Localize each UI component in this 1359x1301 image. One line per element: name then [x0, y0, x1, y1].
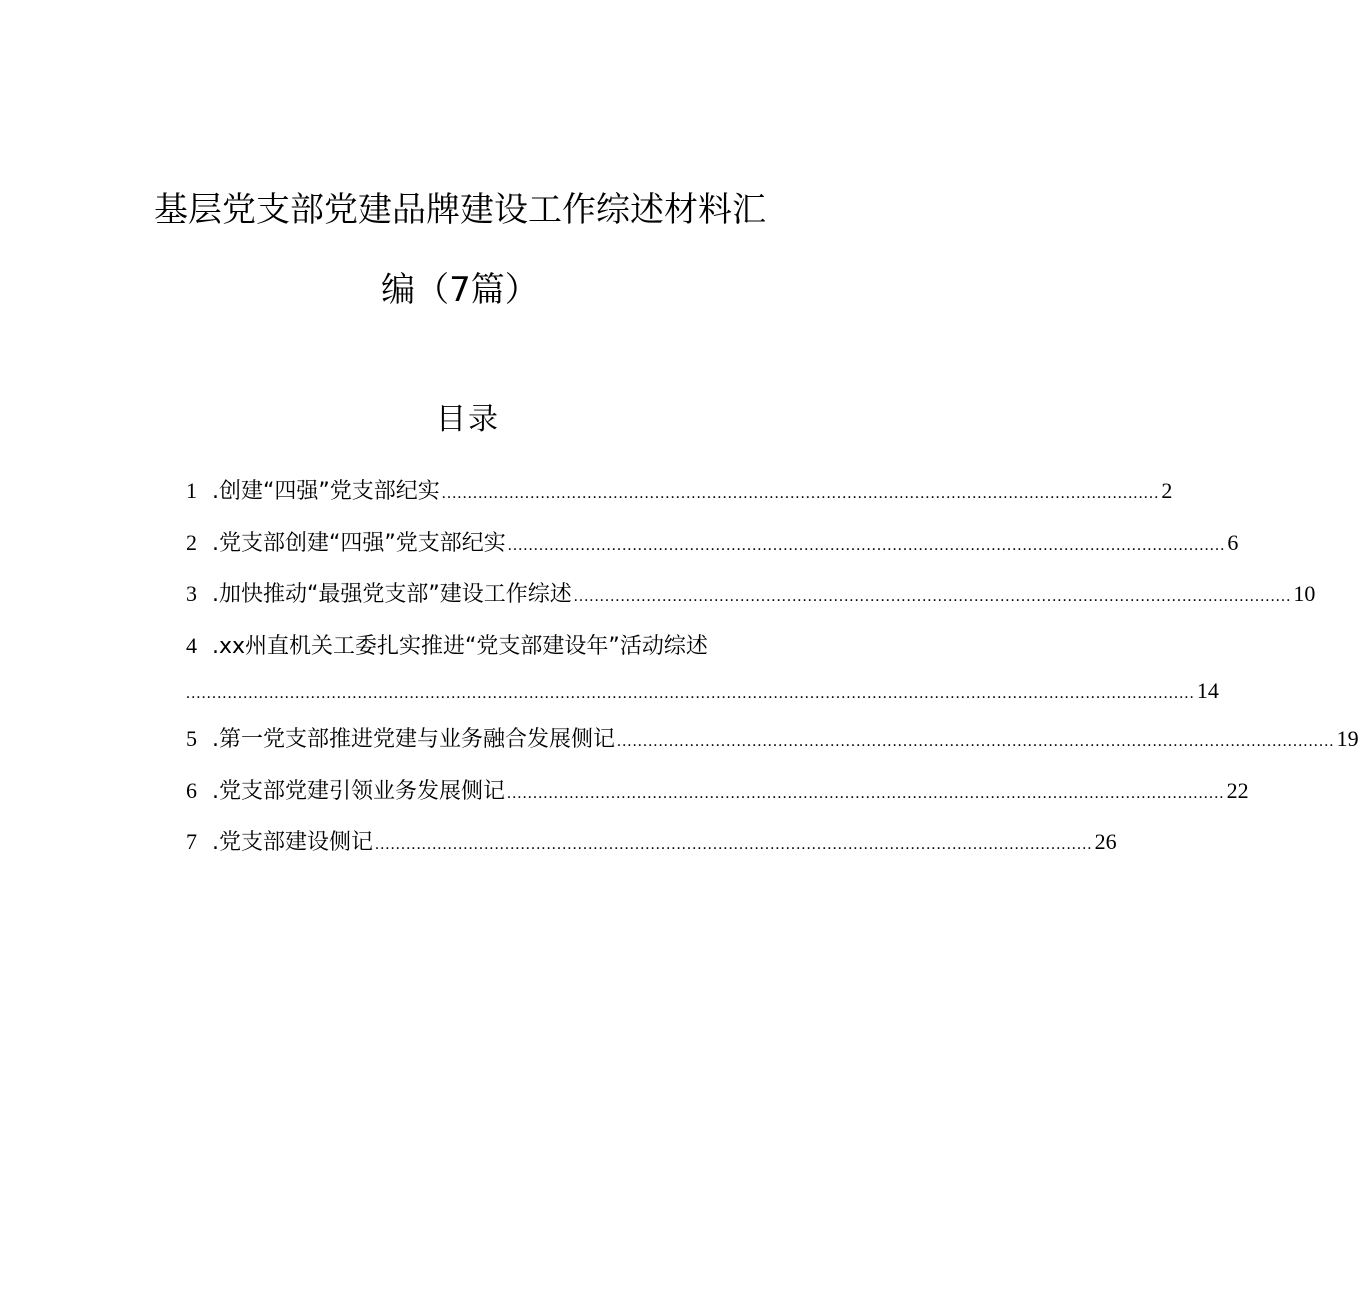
toc-item-title: .党支部党建引领业务发展侧记 [212, 779, 505, 804]
toc-item-page: 10 [1293, 581, 1316, 606]
toc-dot-leader: .......................................................................................................................................... [507, 785, 1225, 802]
toc-item-3[interactable] [186, 579, 1316, 609]
toc-item-page: 14 [1196, 678, 1219, 703]
toc-item-page: 2 [1161, 478, 1173, 503]
toc-item-6[interactable] [186, 776, 1249, 806]
toc-dot-leader: .......................................................................................................................................... [507, 537, 1226, 554]
toc-item-title: .创建“四强”党支部纪实 [212, 479, 440, 504]
document-title-line-1: 基层党支部党建品牌建设工作综述材料汇 [154, 190, 766, 230]
toc-item-4-continuation[interactable] [186, 676, 1219, 706]
toc-item-number: 2 [186, 530, 197, 555]
toc-item-title: .第一党支部推进党建与业务融合发展侧记 [212, 727, 615, 752]
toc-item-title: .加快推动“最强党支部”建设工作综述 [212, 582, 572, 607]
toc-dot-leader: .................................................................................................................................................................................................. [186, 685, 1195, 702]
toc-dot-leader: .......................................................................................................................................... [617, 733, 1335, 750]
toc-dot-leader: .......................................................................................................................................... [441, 485, 1160, 502]
toc-item-number: 1 [186, 478, 197, 503]
toc-item-page: 6 [1227, 530, 1239, 555]
toc-item-7[interactable] [186, 827, 1117, 857]
toc-item-page: 19 [1336, 726, 1359, 751]
toc-item-number: 3 [186, 581, 197, 606]
toc-item-4[interactable] [186, 631, 776, 661]
toc-item-title: .党支部创建“四强”党支部纪实 [212, 531, 506, 556]
toc-item-title: .党支部建设侧记 [212, 830, 373, 855]
toc-item-5[interactable] [186, 724, 1359, 754]
toc-dot-leader: .......................................................................................................................................... [573, 588, 1292, 605]
toc-dot-leader: .......................................................................................................................................... [375, 836, 1093, 853]
toc-item-page: 22 [1226, 778, 1249, 803]
toc-item-number: 4 [186, 633, 197, 658]
toc-item-title: .xx州直机关工委扎实推进“党支部建设年”活动综述 [212, 634, 708, 659]
toc-item-1[interactable] [186, 476, 1173, 506]
document-title-line-2: 编（7篇） [381, 270, 539, 310]
toc-item-2[interactable] [186, 528, 1239, 558]
toc-item-page: 26 [1094, 829, 1117, 854]
toc-item-number: 5 [186, 726, 197, 751]
toc-item-number: 7 [186, 829, 197, 854]
toc-heading: 目录 [436, 402, 500, 437]
toc-item-number: 6 [186, 778, 197, 803]
